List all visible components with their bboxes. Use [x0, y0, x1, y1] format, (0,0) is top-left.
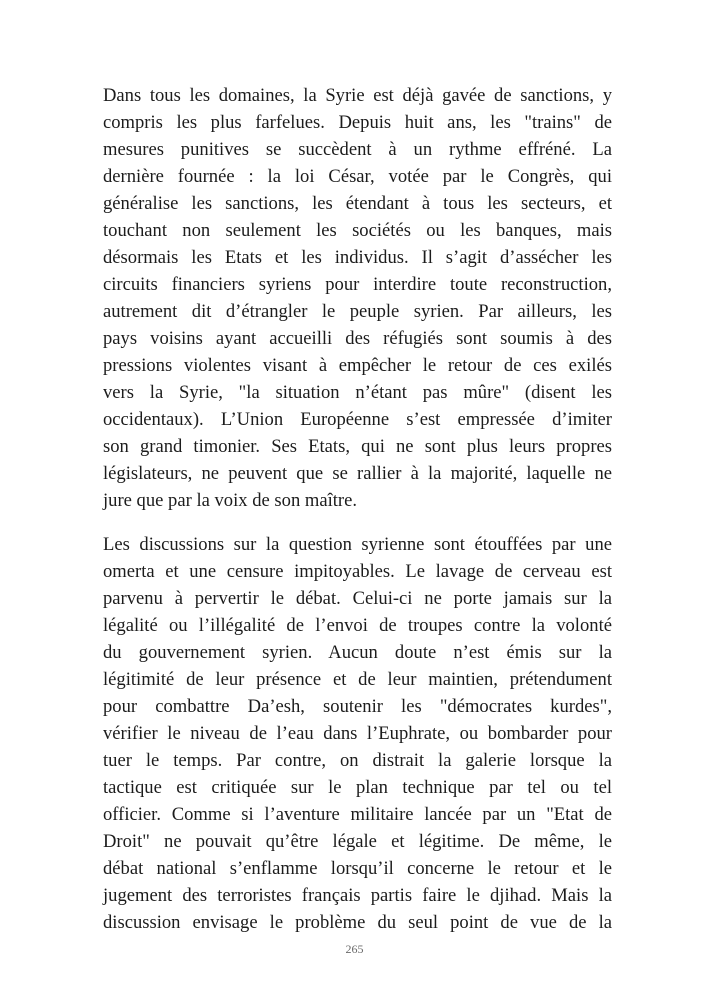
text-line: vers la Syrie, "la situation n’étant pas mûre" (disent les: [103, 382, 612, 403]
page-number: 265: [345, 942, 364, 956]
text-line: occidentaux). L’Union Européenne s’est empressée d’imiter: [103, 409, 612, 430]
text-line: autrement dit d’étrangler le peuple syrien. Par ailleurs, les: [103, 301, 612, 322]
text-line: légalité ou l’illégalité de l’envoi de troupes contre la volonté: [103, 615, 612, 636]
text-line: officier. Comme si l’aventure militaire lancée par un "Etat de: [103, 804, 612, 825]
text-line: parvenu à pervertir le débat. Celui-ci ne porte jamais sur la: [103, 588, 612, 609]
text-line: son grand timonier. Ses Etats, qui ne sont plus leurs propres: [103, 436, 612, 457]
paragraph-1: [103, 82, 612, 514]
text-line: Droit" ne pouvait qu’être légale et légitime. De même, le: [103, 831, 612, 852]
text-line: du gouvernement syrien. Aucun doute n’est émis sur la: [103, 642, 612, 663]
text-line: pressions violentes visant à empêcher le retour de ces exilés: [103, 355, 612, 376]
text-line: dernière fournée : la loi César, votée par le Congrès, qui: [103, 166, 612, 187]
text-line: généralise les sanctions, les étendant à tous les secteurs, et: [103, 193, 612, 214]
text-line: pour combattre Da’esh, soutenir les "démocrates kurdes",: [103, 696, 612, 717]
text-line: discussion envisage le problème du seul point de vue de la: [103, 912, 612, 933]
text-line: tuer le temps. Par contre, on distrait la galerie lorsque la: [103, 750, 612, 771]
text-line: désormais les Etats et les individus. Il s’agit d’assécher les: [103, 247, 612, 268]
text-line: omerta et une censure impitoyables. Le lavage de cerveau est: [103, 561, 612, 582]
text-line: jure que par la voix de son maître.: [103, 490, 358, 511]
text-line: circuits financiers syriens pour interdire toute reconstruction,: [103, 274, 612, 295]
body-text: [103, 82, 612, 936]
text-line: vérifier le niveau de l’eau dans l’Euphrate, ou bombarder pour: [103, 723, 612, 744]
text-line: pays voisins ayant accueilli des réfugiés sont soumis à des: [103, 328, 612, 349]
text-line: Dans tous les domaines, la Syrie est déjà gavée de sanctions, y: [103, 85, 612, 106]
text-line: débat national s’enflamme lorsqu’il concerne le retour et le: [103, 858, 612, 879]
text-line: Les discussions sur la question syrienne sont étouffées par une: [103, 534, 612, 555]
text-line: jugement des terroristes français partis faire le djihad. Mais la: [103, 885, 612, 906]
text-line: législateurs, ne peuvent que se rallier à la majorité, laquelle ne: [103, 463, 612, 484]
text-line: légitimité de leur présence et de leur maintien, prétendument: [103, 669, 612, 690]
text-line: tactique est critiquée sur le plan technique par tel ou tel: [103, 777, 612, 798]
text-line: mesures punitives se succèdent à un rythme effréné. La: [103, 139, 612, 160]
text-line: touchant non seulement les sociétés ou les banques, mais: [103, 220, 612, 241]
text-line: compris les plus farfelues. Depuis huit ans, les "trains" de: [103, 112, 612, 133]
paragraph-2: [103, 531, 612, 936]
